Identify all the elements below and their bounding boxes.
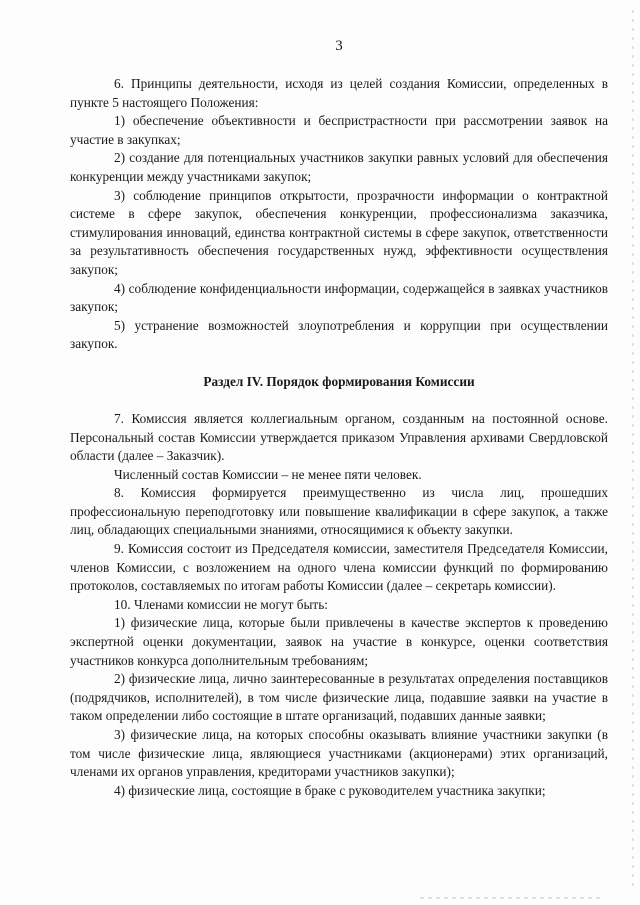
paragraph-7: 7. Комиссия является коллегиальным органом, созданным на постоянной основе. Персональный состав Комиссии утверждается приказом Управления архивами Свердловской области (далее – Заказчик). [70, 410, 608, 464]
paragraph-6-item-3: 3) соблюдение принципов открытости, прозрачности информации о контрактной системе в сфере закупок, обеспечения конкуренции, профессионализма заказчика, стимулирования инноваций, единства контрактной системы в сфере закупок, ответственности за результативность обеспечения государственных нужд, эффективности осуществления закупок; [70, 187, 608, 277]
paragraph-10-item-4: 4) физические лица, состоящие в браке с руководителем участника закупки; [114, 782, 546, 798]
paragraph-6-item-2: 2) создание для потенциальных участников закупки равных условий для обеспечения конкуренции между участниками закупок; [70, 150, 608, 184]
paragraph-10-item-3: 3) физические лица, на которых способны оказывать влияние участники закупки (в том числе физические лица, являющиеся участниками (акционерами) этих организаций, членами их органов управления, кредиторами участников закупки); [70, 727, 608, 780]
paragraph-8: 8. Комиссия формируется преимущественно из числа лиц, прошедших профессиональную переподготовку или повышение квалификации в сфере закупок, а также лиц, обладающих специальными знаниями, относящимися к объекту закупки. [70, 485, 608, 538]
page-number: 3 [335, 38, 343, 54]
paragraph-6: 6. Принципы деятельности, исходя из целей создания Комиссии, определенных в пункте 5 настоящего Положения: [70, 76, 608, 110]
section-iii-tail [70, 75, 608, 354]
paragraph-10: 10. Членами комиссии не могут быть: [114, 596, 328, 612]
section-iv-heading: Раздел IV. Порядок формирования Комиссии [203, 373, 475, 389]
scan-edge-artifact [632, 10, 634, 890]
section-iv-body [70, 410, 608, 800]
paragraph-9: 9. Комиссия состоит из Председателя комиссии, заместителя Председателя Комиссии, членов Комиссии, с возложением на одного члена комиссии функций по формированию протоколов, составляемых по итогам работы Комиссии (далее – секретарь комиссии). [70, 541, 608, 594]
paragraph-10-item-2: 2) физические лица, лично заинтересованные в результатах определения поставщиков (подрядчиков, исполнителей), в том числе физические лица, подавшие заявки на участие в таком определении либо состоящие в штате организаций, подавших данные заявки; [70, 671, 608, 724]
paragraph-6-item-1: 1) обеспечение объективности и беспристрастности при рассмотрении заявок на участие в закупках; [70, 113, 608, 147]
paragraph-7-count: Численный состав Комиссии – не менее пяти человек. [114, 466, 422, 482]
paragraph-6-item-4: 4) соблюдение конфиденциальности информации, содержащейся в заявках участников закупок; [70, 280, 608, 315]
paragraph-10-item-1: 1) физические лица, которые были привлечены в качестве экспертов к проведению экспертной оценки документации, заявок на участие в конкурсе, оценки соответствия участников конкурса дополнительным требованиям; [70, 615, 608, 668]
paragraph-6-item-5: 5) устранение возможностей злоупотребления и коррупции при осуществлении закупок. [70, 317, 608, 352]
scan-bottom-artifact [420, 897, 600, 899]
